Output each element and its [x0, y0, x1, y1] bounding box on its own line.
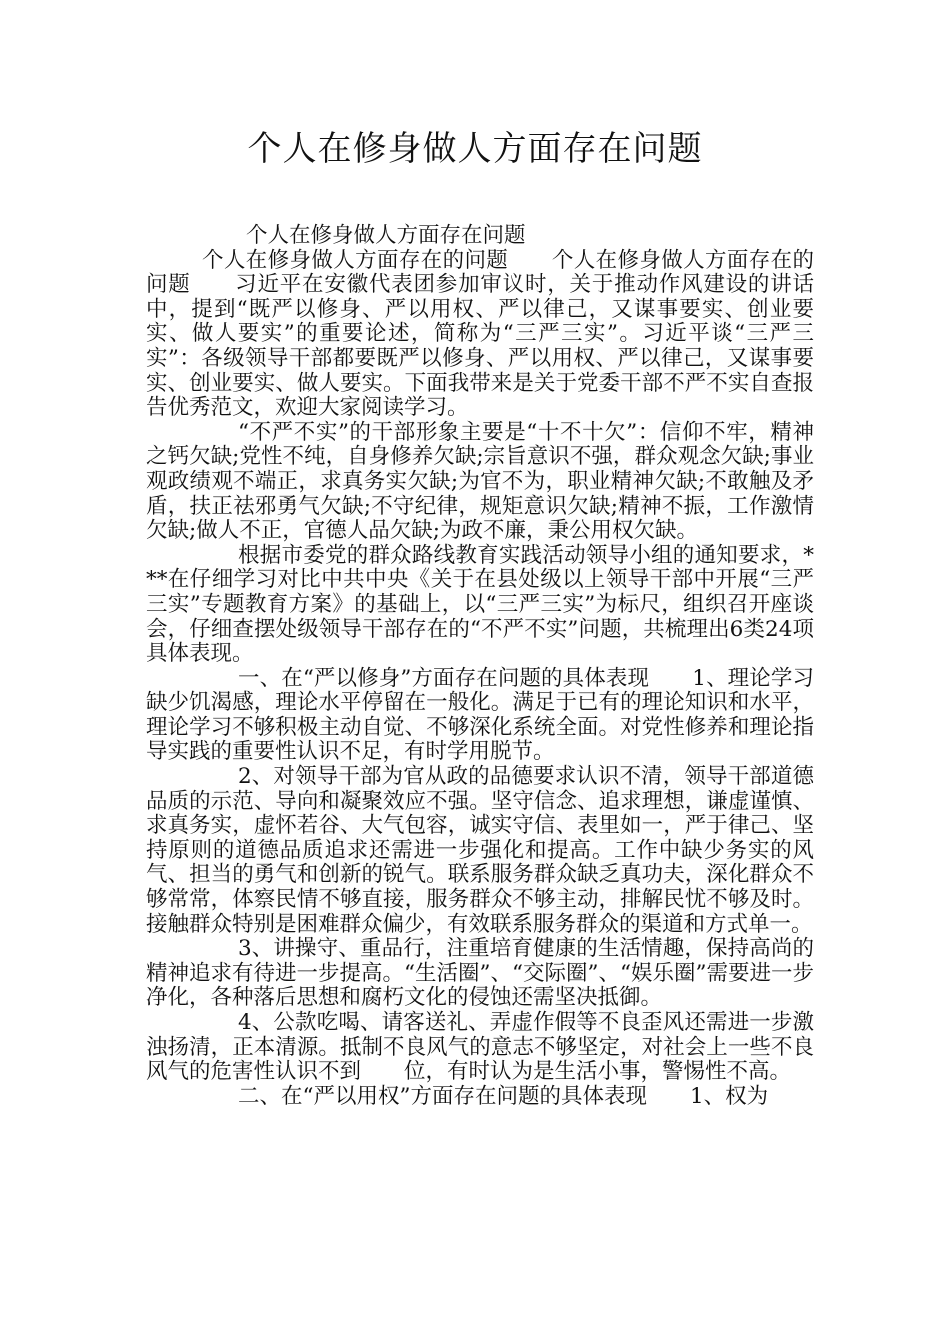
paragraph-section-one-item-2: 2、对领导干部为官从政的品德要求认识不清，领导干部道德品质的示范、导向和凝聚效应不强。坚守信念、追求理想，谦虚谨慎、求真务实，虚怀若谷、大气包容，诚实守信、表里如一，严于律己、坚持原则的道德品质追求还需进一步强化和提高。工作中缺少务实的风气、担当的勇气和创新的锐气。联系服务群众缺乏真功夫，深化群众不够常常，体察民情不够直接，服务群众不够主动，排解民忧不够及时。接触群众特别是困难群众偏少，有效联系服务群众的渠道和方式单一。: [146, 764, 814, 937]
paragraph-notice-requirements: 根据市委党的群众路线教育实践活动领导小组的通知要求，***在仔细学习对比中共中央《关于在县处级以上领导干部中开展“三严三实”专题教育方案》的基础上，以“三严三实”为标尺，组织召开座谈会，仔细查摆处级领导干部存在的“不严不实”问题，共梳理出6类24项具体表现。: [146, 542, 814, 667]
paragraph-section-one-item-4: 4、公款吃喝、请客送礼、弄虚作假等不良歪风还需进一步激浊扬清，正本清源。抵制不良风气的意志不够坚定，对社会上一些不良风气的危害性认识不到 位，有时认为是生活小事，警惕性不高。: [146, 1010, 814, 1085]
paragraph-intro: 个人在修身做人方面存在的问题 个人在修身做人方面存在的问题 习近平在安徽代表团参加审议时，关于推动作风建设的讲话中，提到“既严以修身、严以用权、严以律己，又谋事要实、创业要实、做人要实”的重要论述，简称为“三严三实”。习近平谈“三严三实”：各级领导干部都要既严以修身、严以用权、严以律己，又谋事要实、创业要实、做人要实。下面我带来是关于党委干部不严不实自查报告优秀范文，欢迎大家阅读学习。: [146, 247, 814, 421]
paragraph-section-two-start: 二、在“严以用权”方面存在问题的具体表现 1、权为: [238, 1083, 769, 1109]
paragraph-ten-shortcomings: “不严不实”的干部形象主要是“十不十欠”：信仰不牢，精神之钙欠缺;党性不纯，自身修养欠缺;宗旨意识不强，群众观念欠缺;事业观政绩观不端正，求真务实欠缺;为官不为，职业精神欠缺;不敢触及矛盾，扶正祛邪勇气欠缺;不守纪律，规矩意识欠缺;精神不振，工作激情欠缺;做人不正，官德人品欠缺;为政不廉，秉公用权欠缺。: [146, 419, 814, 544]
document-title: 个人在修身做人方面存在问题: [247, 129, 703, 169]
document-body: [146, 224, 814, 1109]
paragraph-section-one-item-3: 3、讲操守、重品行，注重培育健康的生活情趣，保持高尚的精神追求有待进一步提高。“生活圈”、“交际圈”、“娱乐圈”需要进一步净化，各种落后思想和腐朽文化的侵蚀还需坚决抵御。: [146, 936, 814, 1011]
document-subtitle: 个人在修身做人方面存在问题: [246, 223, 526, 248]
paragraph-section-one-item-1: 一、在“严以修身”方面存在问题的具体表现 1、理论学习缺少饥渴感，理论水平停留在一般化。满足于已有的理论知识和水平，理论学习不够积极主动自觉、不够深化系统全面。对党性修养和理论指导实践的重要性认识不足，有时学用脱节。: [146, 665, 814, 765]
